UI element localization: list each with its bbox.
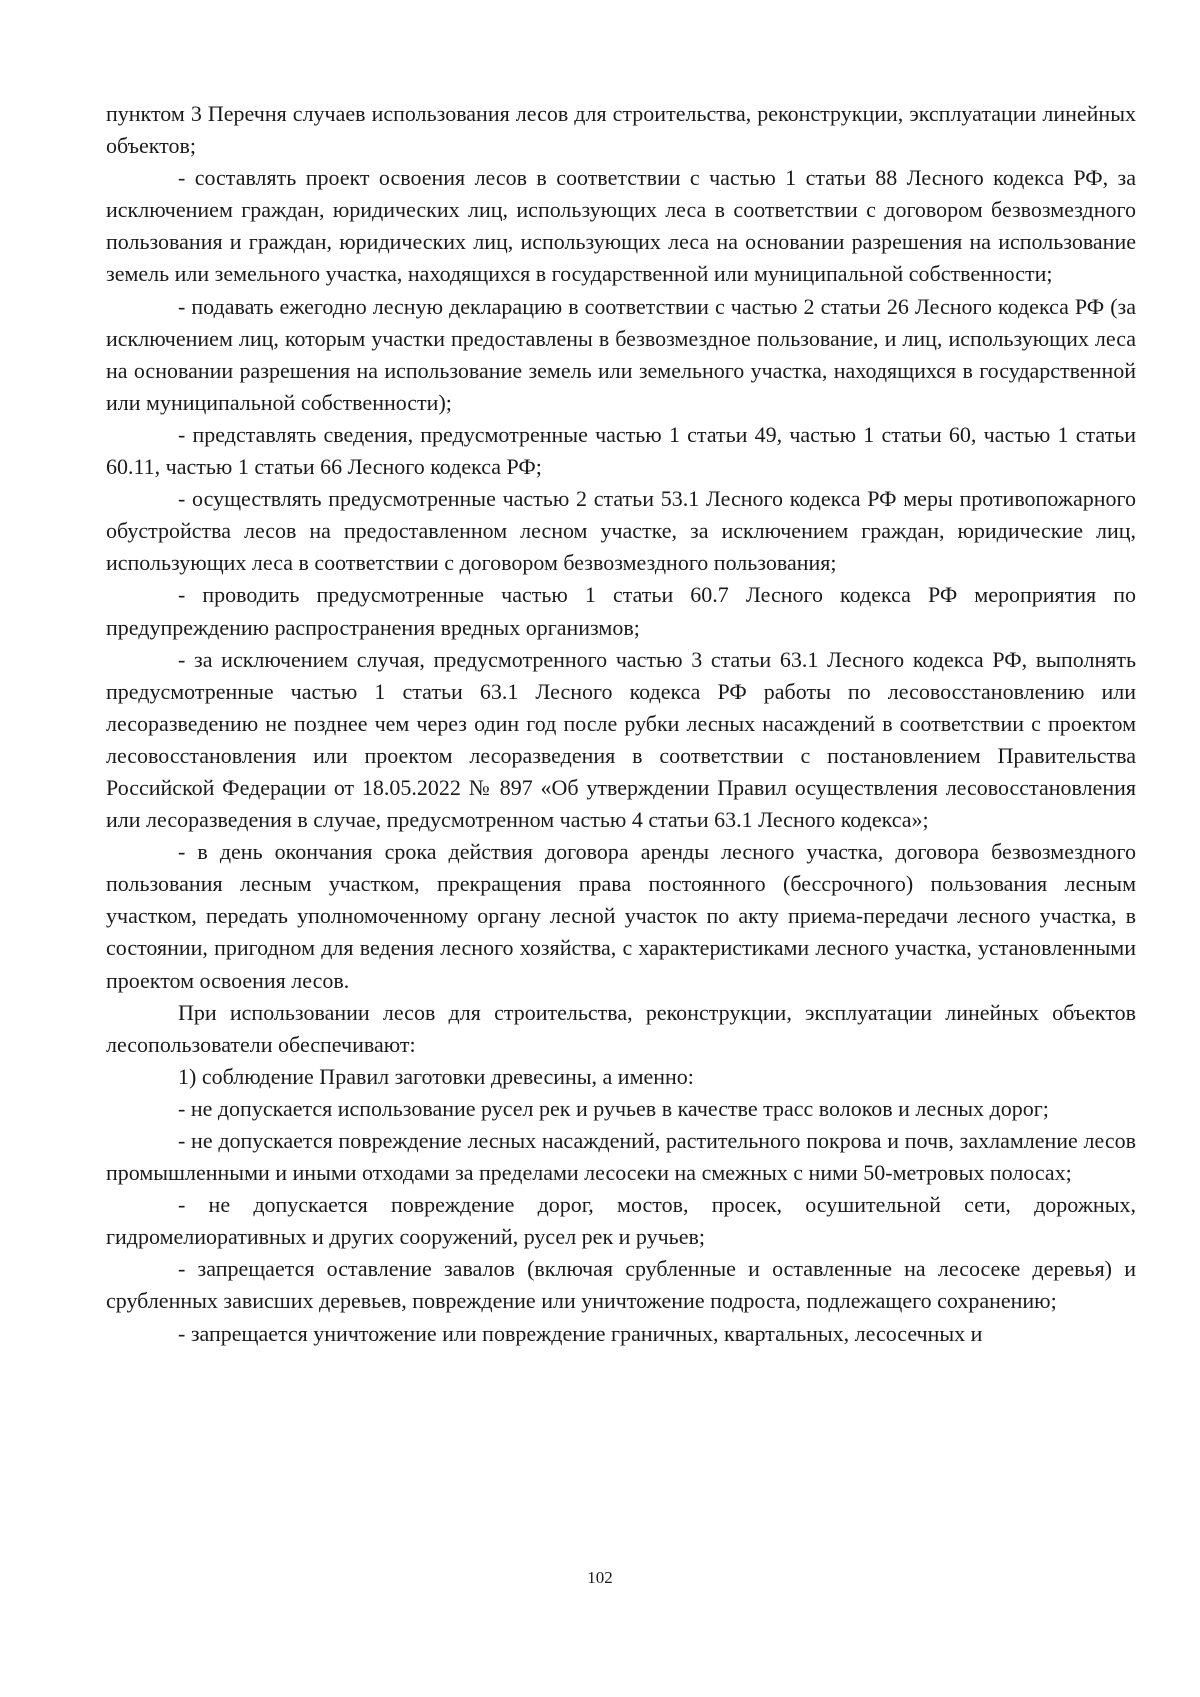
paragraph: - осуществлять предусмотренные частью 2 статьи 53.1 Лесного кодекса РФ меры противопожарного обустройства лесов на предоставленном лесном участке, за исключением граждан, юридические лиц, использующих леса в соответствии с договором безвозмездного пользования; <box>106 486 1136 576</box>
document-body <box>106 98 1136 1350</box>
paragraph: - за исключением случая, предусмотренного частью 3 статьи 63.1 Лесного кодекса РФ, выполнять предусмотренные частью 1 статьи 63.1 Лесного кодекса РФ работы по лесовосстановлению или лесоразведению не позднее чем через один год после рубки лесных насаждений в соответствии с проектом лесовосстановления или проектом лесоразведения в соответствии с постановлением Правительства Российской Федерации от 18.05.2022 № 897 «Об утверждении Правил осуществления лесовосстановления или лесоразведения в случае, предусмотренном частью 4 статьи 63.1 Лесного кодекса»; <box>106 646 1136 833</box>
paragraph: - подавать ежегодно лесную декларацию в соответствии с частью 2 статьи 26 Лесного кодекса РФ (за исключением лиц, которым участки предоставлены в безвозмездное пользование, и лиц, использующих леса на основании разрешения на использование земель или земельного участка, находящихся в государственной или муниципальной собственности); <box>106 293 1136 415</box>
paragraph: - не допускается повреждение дорог, мостов, просек, осушительной сети, дорожных, гидромелиоративных и других сооружений, русел рек и ручьев; <box>106 1192 1136 1250</box>
paragraph: - не допускается повреждение лесных насаждений, растительного покрова и почв, захламление лесов промышленными и иными отходами за пределами лесосеки на смежных с ними 50-метровых полосах; <box>106 1128 1136 1186</box>
paragraph: - запрещается оставление завалов (включая срубленные и оставленные на лесосеке деревья) и срубленных зависших деревьев, повреждение или уничтожение подроста, подлежащего сохранению; <box>106 1256 1136 1314</box>
paragraph: - в день окончания срока действия договора аренды лесного участка, договора безвозмездного пользования лесным участком, прекращения права постоянного (бессрочного) пользования лесным участком, передать уполномоченному органу лесной участок по акту приема-передачи лесного участка, в состоянии, пригодном для ведения лесного хозяйства, с характеристиками лесного участка, установленными проектом освоения лесов. <box>106 839 1136 993</box>
paragraph: - составлять проект освоения лесов в соответствии с частью 1 статьи 88 Лесного кодекса РФ, за исключением граждан, юридических лиц, использующих леса в соответствии с договором безвозмездного пользования и граждан, юридических лиц, использующих леса на основании разрешения на использование земель или земельного участка, находящихся в государственной или муниципальной собственности; <box>106 165 1136 287</box>
paragraph: пунктом 3 Перечня случаев использования лесов для строительства, реконструкции, эксплуатации линейных объектов; <box>106 101 1136 159</box>
paragraph: - запрещается уничтожение или повреждение граничных, квартальных, лесосечных и <box>178 1320 983 1346</box>
paragraph: 1) соблюдение Правил заготовки древесины, а именно: <box>178 1063 694 1089</box>
page-number: 102 <box>587 1568 613 1587</box>
paragraph: - проводить предусмотренные частью 1 статьи 60.7 Лесного кодекса РФ мероприятия по предупреждению распространения вредных организмов; <box>106 582 1136 640</box>
paragraph: - представлять сведения, предусмотренные частью 1 статьи 49, частью 1 статьи 60, частью 1 статьи 60.11, частью 1 статьи 66 Лесного кодекса РФ; <box>106 421 1136 480</box>
paragraph: - не допускается использование русел рек и ручьев в качестве трасс волоков и лесных дорог; <box>178 1095 1049 1121</box>
paragraph: При использовании лесов для строительства, реконструкции, эксплуатации линейных объектов лесопользователи обеспечивают: <box>106 999 1136 1057</box>
